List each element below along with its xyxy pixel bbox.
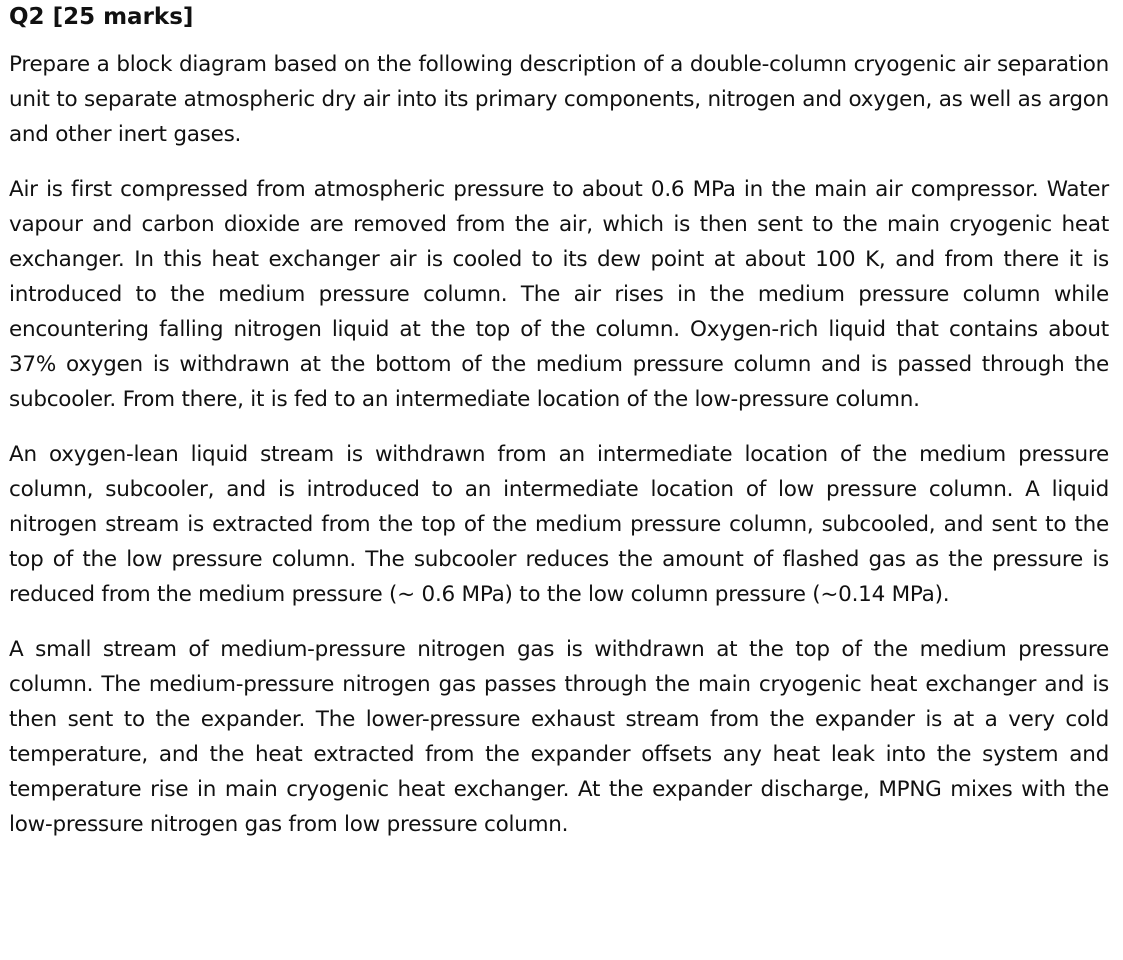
- task-paragraph: Prepare a block diagram based on the following description of a double-column cryogenic air separation unit to separate atmospheric dry air into its primary components, nitrogen and oxygen, as well as argon and other inert gases.: [9, 52, 1109, 147]
- liquid-streams-paragraph: An oxygen-lean liquid stream is withdrawn from an intermediate location of the medium pressure column, subcooler, and is introduced to an intermediate location of low pressure column. A liquid nitrogen stream is extracted from the top of the medium pressure column, subcooled, and sent to the top of the low pressure column. The subcooler reduces the amount of flashed gas as the pressure is reduced from the medium pressure (~ 0.6 MPa) to the low column pressure (~0.14 MPa).: [9, 442, 1109, 607]
- air-compression-paragraph: Air is first compressed from atmospheric pressure to about 0.6 MPa in the main air compressor. Water vapour and carbon dioxide are removed from the air, which is then sent to the main cryogenic heat exchanger. In this heat exchanger air is cooled to its dew point at about 100 K, and from there it is introduced to the medium pressure column. The air rises in the medium pressure column while encountering falling nitrogen liquid at the top of the column. Oxygen-rich liquid that contains about 37% oxygen is withdrawn at the bottom of the medium pressure column and is passed through the subcooler. From there, it is fed to an intermediate location of the low-pressure column.: [9, 177, 1109, 412]
- nitrogen-gas-paragraph: A small stream of medium-pressure nitrogen gas is withdrawn at the top of the medium pressure column. The medium-pressure nitrogen gas passes through the main cryogenic heat exchanger and is then sent to the expander. The lower-pressure exhaust stream from the expander is at a very cold temperature, and the heat extracted from the expander offsets any heat leak into the system and temperature rise in main cryogenic heat exchanger. At the expander discharge, MPNG mixes with the low-pressure nitrogen gas from low pressure column.: [9, 637, 1109, 837]
- question-document: [9, 0, 1109, 842]
- question-heading: Q2 [25 marks]: [9, 4, 194, 30]
